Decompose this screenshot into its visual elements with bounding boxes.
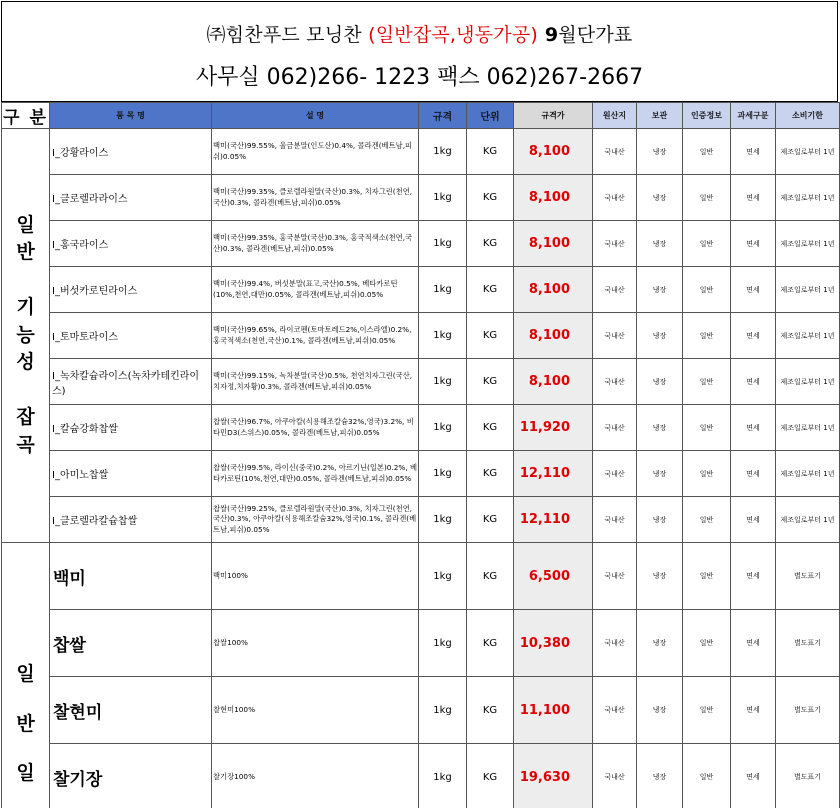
section-label-char: 일 [16, 762, 35, 785]
product-tax: 면세 [731, 175, 776, 221]
product-origin: 국내산 [593, 677, 637, 744]
product-spec: 1kg [419, 610, 467, 677]
table-row [2, 129, 840, 175]
section-label-char: 곡 [16, 433, 35, 456]
header-gubun: 구 분 [2, 103, 50, 129]
product-expiry: 제조일로부터 1년 [776, 267, 840, 313]
product-name: 백미 [50, 543, 212, 610]
product-spec: 1kg [419, 677, 467, 744]
section-label-char: 일 [16, 213, 35, 236]
product-expiry: 제조일로부터 1년 [776, 175, 840, 221]
product-price: 11,100 [514, 677, 593, 744]
product-origin: 국내산 [593, 359, 637, 405]
product-name: I_홍국라이스 [50, 221, 212, 267]
product-storage: 냉장 [637, 175, 683, 221]
header-expiry: 소비기한 [776, 103, 840, 129]
section-label [2, 129, 50, 543]
product-unit: KG [467, 405, 514, 451]
product-origin: 국내산 [593, 744, 637, 808]
table-row [2, 543, 840, 610]
product-storage: 냉장 [637, 313, 683, 359]
product-name: I_칼슘강화찹쌀 [50, 405, 212, 451]
product-spec: 1kg [419, 175, 467, 221]
product-name: I_클로렐라칼슘찹쌀 [50, 497, 212, 543]
product-price: 10,380 [514, 610, 593, 677]
product-spec: 1kg [419, 267, 467, 313]
product-expiry: 별도표기 [776, 744, 840, 808]
product-description: 백미(국산)99.15%, 녹차분말(국산)0.5%, 천연치자그린(국산,치자정,치자황)0.3%, 콜라겐(베트남,피쉬)0.05% [212, 359, 419, 405]
product-spec: 1kg [419, 451, 467, 497]
section-label-char: 잡 [16, 406, 35, 429]
product-unit: KG [467, 313, 514, 359]
product-price: 8,100 [514, 129, 593, 175]
section-label [2, 543, 50, 808]
table-row [2, 359, 840, 405]
product-description: 백미(국산)99.55%, 울금분말(인도산)0.4%, 콜라겐(베트남,피쉬)0.05% [212, 129, 419, 175]
product-cert: 일반 [683, 267, 731, 313]
table-row [2, 610, 840, 677]
product-tax: 면세 [731, 451, 776, 497]
product-tax: 면세 [731, 405, 776, 451]
product-storage: 냉장 [637, 359, 683, 405]
table-row [2, 405, 840, 451]
product-price: 8,100 [514, 313, 593, 359]
header-description: 설 명 [212, 103, 419, 129]
product-unit: KG [467, 610, 514, 677]
product-price: 6,500 [514, 543, 593, 610]
sheet-title [2, 20, 837, 47]
product-unit: KG [467, 129, 514, 175]
product-name: 찰현미 [50, 677, 212, 744]
product-cert: 일반 [683, 175, 731, 221]
product-spec: 1kg [419, 359, 467, 405]
product-tax: 면세 [731, 543, 776, 610]
product-cert: 일반 [683, 744, 731, 808]
product-description: 찹쌀(국산)96.7%, 아쿠아칼(식용해조칼슘32%,영국)3.2%, 비타민D3(스위스)0.05%, 콜라겐(베트남,피쉬)0.05% [212, 405, 419, 451]
product-price: 8,100 [514, 267, 593, 313]
category-label: (일반잡곡,냉동가공) [368, 24, 538, 46]
header-unit: 단위 [467, 103, 514, 129]
product-name: 찰기장 [50, 744, 212, 808]
product-expiry: 제조일로부터 1년 [776, 451, 840, 497]
section-label-char: 기 [16, 296, 35, 319]
section-label-char: 반 [16, 241, 35, 264]
product-cert: 일반 [683, 221, 731, 267]
product-origin: 국내산 [593, 221, 637, 267]
product-name: I_버섯카로틴라이스 [50, 267, 212, 313]
product-spec: 1kg [419, 543, 467, 610]
product-unit: KG [467, 359, 514, 405]
product-origin: 국내산 [593, 313, 637, 359]
header-row [2, 103, 840, 129]
table-row [2, 221, 840, 267]
product-storage: 냉장 [637, 129, 683, 175]
product-description: 찰기장100% [212, 744, 419, 808]
table-row [2, 451, 840, 497]
product-name: I_강황라이스 [50, 129, 212, 175]
product-unit: KG [467, 221, 514, 267]
product-price: 19,630 [514, 744, 593, 808]
product-price: 8,100 [514, 359, 593, 405]
product-name: 찹쌀 [50, 610, 212, 677]
product-unit: KG [467, 744, 514, 808]
product-origin: 국내산 [593, 451, 637, 497]
section-label-char: 반 [16, 712, 35, 735]
product-price: 8,100 [514, 175, 593, 221]
product-origin: 국내산 [593, 543, 637, 610]
product-description: 백미(국산)99.35%, 클로렐라원말(국산)0.3%, 치자그린(천연,국산)0.3%, 콜라겐(베트남,피쉬)0.05% [212, 175, 419, 221]
product-unit: KG [467, 451, 514, 497]
product-origin: 국내산 [593, 129, 637, 175]
product-expiry: 제조일로부터 1년 [776, 313, 840, 359]
product-tax: 면세 [731, 313, 776, 359]
product-expiry: 별도표기 [776, 543, 840, 610]
product-unit: KG [467, 267, 514, 313]
table-row [2, 497, 840, 543]
product-storage: 냉장 [637, 543, 683, 610]
table-row [2, 313, 840, 359]
product-unit: KG [467, 497, 514, 543]
product-storage: 냉장 [637, 677, 683, 744]
product-price: 12,110 [514, 497, 593, 543]
product-unit: KG [467, 543, 514, 610]
product-description: 찹쌀(국산)99.25%, 클로렐라원말(국산)0.3%, 치자그린(천연,국산)0.3%, 아쿠아칼(식용해조칼슘32%,영국)0.1%, 콜라겐(베트남,피쉬)0.05% [212, 497, 419, 543]
product-cert: 일반 [683, 359, 731, 405]
product-expiry: 별도표기 [776, 610, 840, 677]
product-description: 찹쌀100% [212, 610, 419, 677]
product-storage: 냉장 [637, 451, 683, 497]
product-tax: 면세 [731, 267, 776, 313]
product-tax: 면세 [731, 744, 776, 808]
product-description: 백미100% [212, 543, 419, 610]
product-cert: 일반 [683, 129, 731, 175]
product-storage: 냉장 [637, 610, 683, 677]
section-label-char [2, 267, 49, 295]
product-cert: 일반 [683, 451, 731, 497]
doc-type: 월단가표 [558, 24, 633, 46]
product-storage: 냉장 [637, 267, 683, 313]
header-product: 품 목 명 [50, 103, 212, 129]
product-spec: 1kg [419, 221, 467, 267]
product-storage: 냉장 [637, 744, 683, 808]
header-cert: 인증정보 [683, 103, 731, 129]
product-expiry: 제조일로부터 1년 [776, 405, 840, 451]
product-price: 8,100 [514, 221, 593, 267]
product-expiry: 제조일로부터 1년 [776, 359, 840, 405]
title-box [1, 1, 838, 102]
product-description: 백미(국산)99.65%, 라이코펜(토마토레드2%,이스라엘)0.2%, 홍국적색소(천연,국산)0.1%, 콜라겐(베트남,피쉬)0.05% [212, 313, 419, 359]
product-cert: 일반 [683, 497, 731, 543]
product-origin: 국내산 [593, 175, 637, 221]
product-description: 찰현미100% [212, 677, 419, 744]
product-spec: 1kg [419, 313, 467, 359]
product-storage: 냉장 [637, 497, 683, 543]
contact-info: 사무실 062)266- 1223 팩스 062)267-2667 [195, 65, 644, 90]
product-origin: 국내산 [593, 497, 637, 543]
product-spec: 1kg [419, 497, 467, 543]
header-spec: 규격 [419, 103, 467, 129]
header-tax: 과세구분 [731, 103, 776, 129]
header-price: 규격가 [514, 103, 593, 129]
product-tax: 면세 [731, 129, 776, 175]
table-row [2, 677, 840, 744]
product-cert: 일반 [683, 610, 731, 677]
product-unit: KG [467, 175, 514, 221]
product-expiry: 별도표기 [776, 677, 840, 744]
product-expiry: 제조일로부터 1년 [776, 221, 840, 267]
table-row [2, 175, 840, 221]
table-row [2, 267, 840, 313]
product-description: 백미(국산)99.35%, 홍국분말(국산)0.3%, 홍국적색소(천연,국산)0.3%, 콜라겐(베트남,피쉬)0.05% [212, 221, 419, 267]
product-price: 12,110 [514, 451, 593, 497]
product-storage: 냉장 [637, 405, 683, 451]
product-tax: 면세 [731, 610, 776, 677]
product-name: I_아미노찹쌀 [50, 451, 212, 497]
product-cert: 일반 [683, 405, 731, 451]
product-tax: 면세 [731, 221, 776, 267]
month-number: 9 [538, 24, 559, 46]
product-name: I_녹차칼슘라이스(녹차카테킨라이스) [50, 359, 212, 405]
section-label-char: 능 [16, 323, 35, 346]
product-spec: 1kg [419, 744, 467, 808]
product-name: I_토마토라이스 [50, 313, 212, 359]
product-storage: 냉장 [637, 221, 683, 267]
product-origin: 국내산 [593, 610, 637, 677]
company-name: ㈜힘찬푸드 모닝찬 [206, 24, 369, 46]
product-tax: 면세 [731, 497, 776, 543]
product-origin: 국내산 [593, 267, 637, 313]
price-table [1, 102, 840, 808]
product-spec: 1kg [419, 129, 467, 175]
section-label-char [2, 377, 49, 405]
product-expiry: 제조일로부터 1년 [776, 497, 840, 543]
product-description: 찹쌀(국산)99.5%, 라이신(중국)0.2%, 아르기닌(일본)0.2%, 베타카로틴(10%,천연,대만)0.05%, 콜라겐(베트남,피쉬)0.05% [212, 451, 419, 497]
product-price: 11,920 [514, 405, 593, 451]
product-name: I_클로렐라라이스 [50, 175, 212, 221]
section-label-char: 성 [16, 351, 35, 374]
header-storage: 보관 [637, 103, 683, 129]
product-unit: KG [467, 677, 514, 744]
table-row [2, 744, 840, 808]
product-cert: 일반 [683, 677, 731, 744]
product-cert: 일반 [683, 543, 731, 610]
header-origin: 원산지 [593, 103, 637, 129]
product-tax: 면세 [731, 677, 776, 744]
product-tax: 면세 [731, 359, 776, 405]
product-origin: 국내산 [593, 405, 637, 451]
product-cert: 일반 [683, 313, 731, 359]
product-spec: 1kg [419, 405, 467, 451]
product-expiry: 제조일로부터 1년 [776, 129, 840, 175]
product-description: 백미(국산)99.4%, 버섯분말(표고,국산)0.5%, 베타카로틴(10%,천연,대만)0.05%, 콜라겐(베트남,피쉬)0.05% [212, 267, 419, 313]
section-label-char: 일 [16, 663, 35, 686]
